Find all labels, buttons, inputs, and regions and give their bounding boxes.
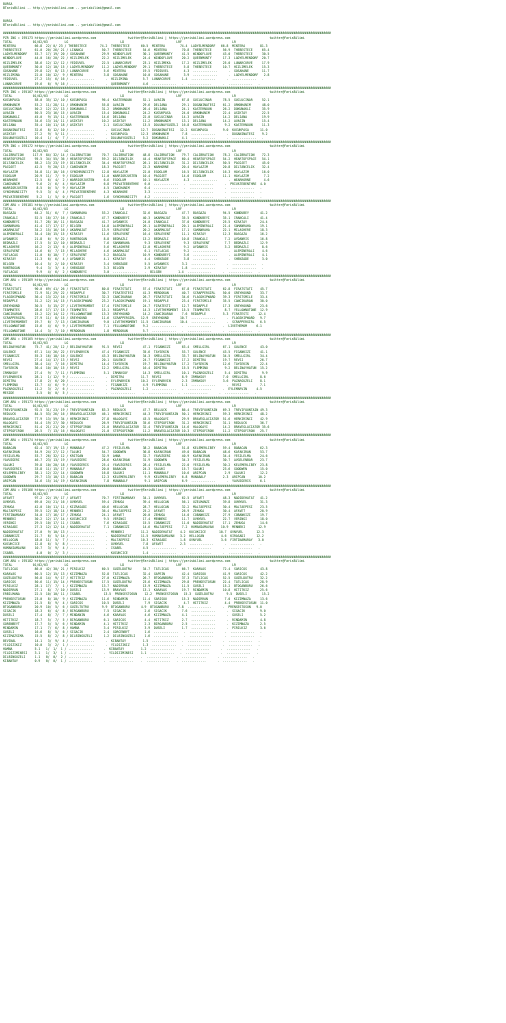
document-line: KIRASADI 27.3 12/ 12/ 14 / NADIDEHATAT 7.1 COBANKIZI 14.6 MALTAEPESI 7.2 HUMANIAMAVAN 10.9 MENNEKI 12.9: [3, 525, 266, 530]
document-line: BILGEN 10.4 5/ 2/ 10 / KIRATAY 3.4 SHENZADE 5.5 AYDANRIS 3.2 ............. . ............. .: [3, 261, 264, 266]
document-line: OVNYUEL 69.0 24/ 21/ 16 / OVNYUEL 59.4 ZEHUGA 39.4 HELLOCAN 56.1 UZELMANZI 39.8 OVNYUEL 31.3: [3, 500, 268, 505]
document-line: WEARHORE 12.5 6/ 4/ 2 / WARRIORJUSTEN 6.6 EGOGLUM 10.1 HAYLAZIM 4.3 ............. . WEARHORNE 4.6: [3, 177, 270, 182]
document-line: ASIKTAY 27.2 9/ 5/ 11 / ............. . KUCUKPASA 12.3 ORKNHANIM 7.8 ............. . DOGANINATESI 9.2: [3, 131, 268, 136]
document-line: ################################################################################################################################################################################: [3, 274, 331, 279]
document-line: TOTAL 01/02/03 LG LD LRF LR: [3, 404, 236, 408]
document-line: PZR ING = 195167 https://yarisbilimi.wordpress.com twitter@FarisBilimi | https://yarisbilimi.wordpress.com twitter@FarisBilimi: [3, 89, 305, 94]
document-line: LUNARCURVE 19.6 6/ 9/ 16 / ............. . QUEENMONTY 4.6 ............. . ............. . ............. .: [3, 81, 261, 86]
document-line: ################################################################################################################################################################################: [3, 433, 331, 438]
document-line: SIGACIK 18.3 6/ 4/ 8 / BIRGANBORU 7.5 SIGACIK 2.6 SIGACIK 7.6 ............. . SIGACIK 9.0: [3, 609, 266, 614]
document-line: YELLOWNOTONE 14.4 3/ 7/ 10 / MERDOKAN 1.8 MERDOKAN 5.7 ............. . ............. . ............. .: [3, 328, 261, 333]
document-line: PRIVATEBENTHRE 5.2 1/ 5/ 0 / PACOJET 1.6 SYNCHRONICITY 4.2 ............. . ............. . ............. .: [3, 194, 262, 199]
document-line: MESIDE 3.5 0/ 0/ 5 / ............. . ............. . ............. . ............. . ............. .: [3, 391, 257, 396]
document-line: BABACAN 62.4 37/ 19/ 13 / MUNABALF 47.2 YESILELMA 38.2 BABACAN 51.8 KELEMERLIBEY 59.4 BABACAN 62.3: [3, 445, 268, 450]
document-line: IRMAKSOY 27.4 9/ 7/ 11 / FLEMMINO 5.1 IRMAKSOY 14.3 SMELLGIRL 10.1 PAZARGUZELI 5.4 DIMITRA 9.9: [3, 370, 268, 375]
document-line: HITITKIZ 18.7 5/ 7/ 5 / BIRGANBORU 6.1 SARICOS 4.4 HITITKIZ 2.7 ............. . RINDAMIN 4.8: [3, 617, 266, 622]
document-line: ################################################################################################################################################################################: [3, 85, 331, 90]
document-line: FLEMMINO 13.7 4/ 6/ 9 / ............. . FIGANKIZI 4.9 FLEMMINO 1.1 ............. . REVSI 7.1: [3, 383, 266, 388]
document-line: BRAVEGLACIATOR 77.9 13/ 59/ 34 / HERKIRINCI 27.8 HALOGAYI 43.5 HALOGAYI 29.9 BRAVEGLACIATOR 51.6 HERKIRINCI 42.9: [3, 416, 268, 421]
document-line: GREYHOUND 30.5 5/ 15/ 27 / LIVETHEMOMENT 17.4 FIRSTSMILE 24.7 FIRATESTI 12.7 REDAPPLE 17.3 GREYHOUND 23.6: [3, 303, 268, 308]
document-line: TEAMMATES 28.6 17/ 17/ 15 / TEAMMATES 15.1 REDAPPLE 14.3 LIVETHEMOMENT 15.5 TEAMMATES 8.7 YELLOWNOTONE 12.9: [3, 307, 268, 312]
document-line: GUSELI 16.6 8/ 5/ 6 / SIGACIK 2.4 GORCENBYT 1.6 ............. . ............. . ............. .: [3, 630, 262, 635]
document-line: CUM ARA = 195169 http://yarisbilimi.wordpress.com twitter@FarisBilimi | https://yarisbilimi.wordpress.com twitter@FarisBilimi: [3, 278, 305, 283]
document-line: YELLOWNOTONE 15.6 4/ 6/ 9 / LIVETHEMOMENT 7.1 YELLOWNOTONE 9.2 ............. . ............. . LIVETHEMOM 6.1: [3, 324, 262, 329]
document-line: FIRSTSMILE 72.9 51/ 29/ 22 / REDAPPLE 30.7 FIRATESTESI 41.3 MERDOKAN 40.7 SCRAPPERGIRL 50.0 GREYHOUND 33.7: [3, 290, 268, 295]
document-line: ################################################################################################################################################################################: [3, 483, 331, 488]
document-line: MILASHERE 16.2 2/ 13/ 6 / ALEMINERALI 5.6 MILASHERE 12.0 MILASHERE 9.2 AYDANRIS 3.2 BEDRAZLI 8.6: [3, 244, 268, 249]
document-line: GUCLUCINAR 50.2 12/ 22/ 13 / DOKUNAKLI 31.2 ORKNHANIM 26.4 DELIANA 24.1 KASTERNOUN 26.2 DOKUNAKLI 35.9: [3, 106, 270, 111]
document-line: SMELLGIRL 38.4 14/ 7/ 16 / DIMITRA 14.4 TAYSEKIN 19.7 BELINAYHATUN 17.2 TAYSEKIN 12.6 TAYSEKIN 22.4: [3, 362, 268, 367]
document-line: SERLEVENT 14.6 6/ 7/ 15 / MILASHERE 4.6 AKARMAJAT 6.1 YATLACAG 9.2 ............. . ALEMINERALI 4.6: [3, 249, 268, 254]
document-line: MINDAMIN 17.1 7/ 6/ 8 / HAMNA 3.4 PIRILKIZ 3.9 DUSELI 1.7 ............. . PIRILKIZ 3.6: [3, 625, 266, 630]
document-line: EGOGLUM 20.9 11/ 7/ 9 / EGOGLUM 11.0 WARRIORJUSTEN 10.4 PACOJET 14.0 EGOGLUM 11.1 HAYLAZIM 7.2: [3, 173, 270, 178]
document-line: ARIPCAN 34.6 15/ 14/ 19 / KAFAKIRAN 7.8 MUNABALF 9.1 ARIPCAN 6.9 ............. . YAVUZGERIS 6.1: [3, 479, 266, 484]
document-line: MINTERA 66.8 22/ 0/ 23 / THEBESTECE 74.2 THEBESTECE 60.5 MINTERA 74.4 LADYELMENDORF 66.8 MINTERA 81.3: [3, 43, 268, 48]
document-line: MALTAEPESI 39.5 12/ 18/ 14 / MENNEKI 36.4 MALTAEPESI 25.2 AFAVET 26.9 ZEHUGA 30.4 AFAVET 20.9: [3, 508, 268, 513]
document-line: ALEMINERALI 34.4 10/ 15/ 15 / KIRATAY 11.6 SERLEVENT 16.4 SERLEVENT 11.1 KIRATAY 12.3 BASGAZA 16.2: [3, 232, 268, 237]
document-line: IRANCALI 52.5 18/ 27/ 16 / IRANCALI 47.7 KONDUBEYI 40.3 AKARMAJAT 35.5 KONDUBEYI 35.1 IRANCALI 41.4: [3, 215, 268, 220]
document-line: AVASIN 50.5 23/ 16/ 15 / AVASIN 15.4 DOKUNAKLI 24.2 KUCUKPASA 24.0 ORKNHANIM 22.4 ASIKTAY 22.5: [3, 110, 270, 115]
document-line: PZR ING = 195173 https://yarisbilimi.wordpress.com twitter@FarisBilimi | https://yarisbilimi.wordpress.com twitter@FarisBilimi: [3, 35, 305, 40]
document-line: PZR ING = 195172 https://yarisbilimi.wordpress.com twitter@FarisBilimi | https://yarisbilimi.wordpress.com twitter@FarisBilimi: [3, 144, 305, 149]
document-line: RUNTBOGAN 9.4 3/ 3/ 4 / SHENZADE 3.3 BILGEN 2.9 KIRATAY 1.8 ............. . ............. .: [3, 265, 264, 270]
document-line: WINDOFLOVE 44.0 16/ 20/ 22 / HIZLIMELEK 22.2 HIZLIMELEK 24.4 WINDOFLOVE 20.2 QUEENMONTY 17.3 LADYELMENDORF 20.7: [3, 56, 270, 61]
document-line: DOGANINATESI 32.6 8/ 12/ 10 / ............. . GUCLUCINAR 12.7 DOGANINATESI 12.2 KUCUKPASA 9.0 KUCUKPASA 11.0: [3, 127, 268, 132]
document-line: NADIRRAN 27.1 8/ 7/ 10 / DUSELI 13.9 BRAVVAS 13.1 KARAVAS 19.7 RINDAMIN 10.8 HITITKIZ 25.6: [3, 588, 268, 593]
document-line: PIRILKIZ 28.1 17/ 7/ 1 / KIZIMNAZA 13.7 NADIRRAN 13.9 KIZIMNAZA 11.5 GUSELI 15.2 BTOGANBORU 26.6: [3, 584, 268, 589]
document-line: THEBESTECE 61.0 20/ 26/ 21 / LINANCA 50.7 THEBESTECE 54.6 MINTERA 70.8 THEBESTECE 56.9 THEBESTECE 65.4: [3, 48, 270, 53]
document-line: TOTAL 01/02/03 LG LD LRF LR: [3, 282, 236, 287]
document-line: PRENSESTOSUN 23.0 8/ 10/ 9 / KIZIMNAZA 11.6 RINDAMIN 11.4 SARISOU 15.3 NADIRRAN 7.0 KIZIMNAZA 13.6: [3, 596, 268, 601]
document-line: DOKUNAKLI 45.0 9/ 15/ 11 / KASTERNOUN 14.6 DELIANA 22.0 GUCLUCINAR 14.3 AVASIN 14.2 DELIANA 19.9: [3, 115, 270, 120]
document-line: TOTAL 01/02/03 LG LD LRF LR: [3, 491, 236, 496]
document-line: BEDRAZLI 17.5 5/ 12/ 10 / BEDRAZLI 7.6 SAMANRAHA 9.3 SERLEVENT 9.3 SERLEVENT 7.7 BEDRAZLI 12.9: [3, 240, 268, 245]
document-line: BEVINAL 14.1 3/ 9/ 4 / ............. . KIBANTAY 1.5 ............. . ............. . ............. .: [3, 638, 261, 643]
document-line: KIBANTAY 0.9 0/ 0/ 1 / ............. . ............. . ............. . ............. . ............. .: [3, 659, 255, 664]
document-line: NADIDEHATAT 27.0 9/ 10/ 13 / ............. . MENNEKI 11.2 NADIDEHATAT 4.2 KUCUKCICE 10.7 OVNYUEL 12.3: [3, 529, 264, 534]
document-line: ERBILMANA 22.5 10/ 10/ 11 / ISABEL 13.5 PRENSESTOSUN 12.2 PRENSESTOSUN 15.3 GUZELDUTRU 9.5 DUSELI 15.2: [3, 592, 270, 597]
document-line: GOODWEN 29.7 13/ 10/ 13 / BABACAN 12.3 KELEMERLIBEY 9.9 KELEMERLIBEY 6.8 MUNABALF 2.3 ARIPCAN 10.2: [3, 475, 266, 480]
document-line: KONDUBEYI 51.7 28/ 16/ 11 / BASGAZA 41.7 AYDANRIS 24.0 IRANCALI 37.0 KONDUBEYI 25.5 KIRATAY 24.4: [3, 219, 268, 224]
document-line: HIZLIMINA 22.0 10/ 12/ 9 / MINTERA 3.8 GOSAHANE 10.0 GOSAHANE 3.9 ............. . LADYELMENDORF 2.8: [3, 73, 270, 78]
document-line: GULENCE 67.1 14/ 26/ 22 / EYLEMARVIN 47.4 FIGANKIZI 35.6 TAYSEKIN 53.7 GULENCE 43.5 FIGANKIZI 41.1: [3, 349, 268, 354]
document-line: SAMANRAHA 41.4 17/ 17/ 17 / BILGEN 14.8 ALEMINERALI 26.1 ALEMINERALI 20.1 ALEMINERALI 21.4 SAMANRAHA 19.1: [3, 223, 268, 228]
document-line: ################################################################################################################################################################################: [3, 31, 331, 36]
document-line: TREVIFOUNTAIN 92.5 31/ 23/ 19 / TREVIFOUNTAIN 83.3 REDLUCK 47.7 BELLUCK 86.4 TREVIFOUNTAIN 69.3 TREVIFOUNTAIN 49.3: [3, 408, 268, 413]
document-line: DIMITRA 17.8 2/ 6/ 20 / ............. . EYLEMARVIN 10.2 EYLEMARVIN 2.3 IRMAKSOY 3.6 PAZARGUZELI 8.1: [3, 378, 266, 383]
document-line: CUM ARA = 195166 https://yarisbilimi.wordpress.com twitter@FarisBilimi | https://yarisbilimi.wordpress.com twitter@FarisBilimi: [3, 487, 305, 492]
document-line: BURSA: [3, 2, 13, 6]
document-line: HEARTOFSPACE 95.5 34/ 55/ 36 / HEARTOFSPACE 59.2 DILTANCELIK 44.4 HEARTOFSPACE 60.4 HEARTOFSPACE 54.2 HEARTOFSPACE 54.1: [3, 156, 270, 161]
document-line: CALIBRATION 117.9 84/ 32/ 14 / CALIBRATION 70.7 CALIBRATION 48.8 CALIBRATION 79.7 CALIBRATION 78.2 CALIBRATION 72.3: [3, 152, 270, 157]
document-line: TOTAL 01/02/03 LG LD LRF LR: [3, 341, 236, 346]
document-line: YESILELMA 53.7 26/ 32/ 12 / KRITOAN 32.9 AHNA 32.7 YAVUZGERI 40.9 KAFAKIRAN 34.4 YESILELMA 24.6: [3, 454, 268, 459]
document-line: DOLUNAYGUZELI 10.4 1/ 4/ 7 / ............. . DOLUNAYGUZELI 5.2 DOKUNAKLI 4.1 ............. . ............. .: [3, 136, 264, 140]
document-line: DILTANCELIK 58.2 13/ 23/ 19 / DILTANCELIK 34.4 HEARTOFSPACE 26.1 DILTANCELIK 31.2 DILTANCELIK 50.5 PACOJET 45.0: [3, 161, 270, 166]
document-line: YILDIZIKIZ 10.0 3/ 2/ 1 / ............. . YILDIZIKIZ 1.3 ............. . ............. . ............. .: [3, 642, 261, 647]
document-line: LADYELMENDORF 53.7 17/ 19/ 20 / GOSAHANE 29.9 WINDOFLOVE 30.1 QUEENMONTY 41.5 WINDOFLOVE 43.0 THEBESTECE 30.5: [3, 52, 270, 57]
document-line: FIRATSTATI 90.0 69/ 41/ 26 / FIRATSTATI 80.8 FIRATSTATI 57.4 FIRATSTATI 67.8 FIRATSTATI 62.8 FIRATSTATI 45.7: [3, 286, 268, 291]
document-line: STEPSOFIRON 26.5 7/ 13/ 16 / HALOGAYI 21.0 STEPSOFIRON 11.2 BRAVEGLACIATOR 10.3 STEPSOFIRON 11.2 STEPSOFIRON 25.7: [3, 429, 268, 434]
document-line: HIZLIMELEK 38.6 12/ 12/ 12 / YEDIUVEL 22.5 LUNARCURVE 23.1 HIZLIMEKA 17.2 HIZLIMELEK 25.0 LUNARCURVE 17.9: [3, 60, 270, 65]
document-line: FIRTINAMARAY 34.0 17/ 16/ 17 / ZEHUGA 24.1 AFAVET 20.0 ZEHUGA 14.0 COBANKIZI 27.9 COBANKIZI 19.7: [3, 512, 268, 517]
document-line: BTarisBilimi -- http://yarisbilimi.com -- yarisbilimi@gmail.com: [3, 6, 121, 11]
document-line: TAYSEKIN 36.4 10/ 10/ 15 / REVSI 12.2 SMELLGIRL 16.4 DIMITRA 15.5 FLEMMINO 9.2 BELINAYHATUN 15.2: [3, 366, 268, 371]
document-line: GOSAHANE 29.8 12/ 8/ 13 / LUNARCURVE 5.6 MINTERA 19.5 YEDIUVEL 4.3 ............. . GOSAHANE 11.7: [3, 69, 270, 73]
document-line: CANCIKARAN 15.2 12/ 14/ 12 / YELLOWNOTONE 13.3 GREYHOUND 14.2 CANCIKARAN 7.6 REDAPPLE 5.3 FIRATESTI 12.4: [3, 311, 266, 316]
document-line: ################################################################################################################################################################################: [3, 554, 331, 559]
document-line: ################################################################################################################################################################################: [3, 332, 331, 337]
document-line: CANCHANIM 9.6 2/ 6/ 4 / HAYLAZIM 6.8 PRIVATEBENTHRE 6.0 ............. . ............. . PRIVATEBENTHRE 4.0: [3, 182, 266, 187]
document-line: TOTAL 01/02/03 LG LD LRF LR: [3, 563, 236, 568]
document-line: ################################################################################################################################################################################: [3, 395, 331, 400]
document-line: ################################################################################################################################################################################: [3, 198, 331, 203]
document-line: GUZELDUTRU 56.8 14/ 9/ 17 / HITITKIZ 27.0 KIZIMNAZA 26.7 BTOGANBORU 37.3 TATLICAG 52.5 GUZELDUTRU 32.2: [3, 575, 268, 580]
document-line: BTarisBilimi -- http://yarisbilimi.com -- yarisbilimi@gmail.com: [3, 22, 121, 27]
document-line: KAFAKIRAN 54.9 24/ 27/ 12 / TALUKI 54.7 GOODWEN 36.8 KAFAKIRAN 49.0 BABACAN 48.6 KAFAKIRAN 53.7: [3, 450, 268, 455]
document-line: REDAPPLE 31.2 12/ 14/ 15 / FLAGSHIPWARD 23.2 FLAGSHIPWARD 19.1 REDAPPLE 23.4 FIRSTSMILE 35.5 CANCIKARAN 30.0: [3, 299, 268, 304]
document-line: KARAVAS 60.5 12/ 15/ 13 / KIZIMNAZA 52.8 TATLICAG 32.4 GAPEIN 42.4 SARISOU 41.9 SARICOS 42.2: [3, 571, 268, 576]
document-line: HAYLAZIM 34.8 11/ 10/ 16 / SYNCHRONICITY 12.8 HAYLAZIM 22.0 EGOGLUM 16.5 DILTANCELIK 16.3 HAYLAZIM 16.0: [3, 169, 270, 174]
document-line: YEDIUVEL 27.2 15/ 6/ 16 / ............. . HIZLIMINA 5.7 LUNARCURVE 1.4 ............. . ............. .: [3, 77, 264, 82]
document-line: KIZIMAZSIMA 15.5 8/ 2/ 8 / DILBINGUZELI 1.2 DILBINGUZELI 1.6 ............. . ............. . ............. .: [3, 634, 262, 639]
document-line: DUSELI 17.4 8/ 7/ 7 / MINDANIN 4.6 KARAVAS 4.6 KIZIMNAZA 4.1 ............. . GUSELI 5.2: [3, 613, 266, 618]
document-line: AKARMAJAT 34.2 15/ 16/ 16 / AKARMAJAT 13.9 SERLEVENT 20.2 AKARMAJAT 17.1 SAMANRAHA 22.1 MILASHERE 18.3: [3, 228, 268, 233]
document-line: CUM ARA = 195182 https://yarisbilimi.wordpress.com twitter@FarisBilimi | https://yarisbilimi.wordpress.com twitter@FarisBilimi: [3, 558, 305, 563]
document-line: LIVETHEMOMENT 19.7 6/ 7/ 13 / CANCIKARAN 9.0 LIVETHEMOMENT 11.5 CANCIKARAN 10.4 ............. . SCRAPPERGIRL 6.5: [3, 320, 266, 325]
document-line: GORENBEYT 17.7 5/ 5/ 6 / RINDAMIN 4.1 HITITKIZ 2.3 BIRGANBORU 2.5 ............. . KIZIMNAZA 2.5: [3, 621, 266, 626]
document-line: HUMANIAMAVAN 10.7 3/ 9/ 4 / ............. . ISABEL 4.5 ............. . ............. . ............. .: [3, 546, 261, 551]
document-line: HALOGAYI 54.4 19/ 27/ 30 / REDLUCK 26.9 TREVIFOUNTAIN 35.6 STEPSOFIRON 31.2 HERKIRINCI 31.1 REDLUCK 36.7: [3, 420, 268, 425]
document-line: TOTAL 01/02/03 LG LD LRF LR: [3, 207, 236, 212]
document-line: HERKIRINCI 51.4 21/ 21/ 20 / STEPSOFIRON 21.0 BRAVEGLACIATOR 32.4 TREVIFOUNTAIN 14.6 HALOGAYI 14.2 BRAVEGLACIATOR 35.6: [3, 424, 270, 429]
document-line: FLAGSHIPWARD 36.4 13/ 22/ 16 / FIRSTSMILE 32.3 CANCIKARAN 26.7 FIRATSTATI 34.6 FLAGSHIPWARD 39.3 FIRSTSMILE 33.4: [3, 295, 268, 300]
document-line: KASTERNOUN 34.6 13/ 14/ 11 / ASIKTAY 10.2 ASIKTAY 11.2 ORKNHANIM 13.1 DELIANA 14.2 AVASIN 15.4: [3, 119, 270, 124]
document-line: CUM ARA = 195181 http://yarisbilimi.wordpress.com twitter@FarisBilimi | https://yarisbilimi.wordpress.com twitter@FarisBilimi: [3, 203, 305, 207]
document-line: EYLEMARVIN 28.1 1/ 12/ 9 / ............. . DIMITRA 11.7 REVSI 8.9 IRMAKSOY 7.0 SMELLGIRL 8.6: [3, 374, 266, 379]
document-line: WARRIORJUSTEN 8.5 0/ 5/ 9 / HAYLAZIM 4.5 CANCHANIM 6.4 ............. . ............. . ............. .: [3, 186, 262, 191]
document-line: BURSA: [3, 18, 13, 23]
document-line: DILBINGUZELI 1.1 0/ 0/ 2 / ............. . ............. . ............. . ............. . ............. .: [3, 655, 255, 660]
document-line: ZEHUGA 42.0 10/ 11/ 11 / KIZRASADI 40.6 HELLOCAN 28.7 HELLOCAN 32.2 MALTAEPESI 30.4 MALTAEPESI 23.5: [3, 504, 268, 509]
document-line: HAMNA 5.1 1/ 1/ 1 / ............. . KIBANTAY 1.2 ............. . ............. . ............. .: [3, 646, 259, 651]
document-line: AFAVET 97.2 22/ 19/ 17 / AFAVET 70.7 FIRTINAMARAY 34.1 OVNYUEL 62.5 AFAVET 48.3 NADIDEHATAT 41.2: [3, 496, 268, 501]
document-line: BASGAZA 64.2 51/ 6/ 7 / SAMANRAHA 53.2 IRANCALI 32.6 BASGAZA 47.7 BASGAZA 94.5 KONDUBEY 41.2: [3, 211, 268, 216]
document-line: AYDANRIS 21.8 6/ 9/ 22 / RUNTBOGAN 8.8 BEDRAZLI 13.2 BEDRAZLI 10.8 IRANCALI 7.2 AYDANRIS 16.8: [3, 236, 268, 241]
document-line: KIRATAY 11.3 6/ 6/ 4 / AYDANRIS 4.1 KIRATAY 4.4 SHENZADE 3.8 ............. . SHENZADE 3.0: [3, 257, 268, 262]
document-line: SALUKI 39.8 10/ 20/ 18 / YAVUZGERIS 25.4 YAVUZGERIS 28.4 YESILELMA 22.0 YESILELMA 30.2 KELEMERLIBEY 23.8: [3, 462, 268, 467]
document-line: YATLACAG 11.0 6/ 10/ 7 / SERLEVENT 5.2 BASGAZA 10.9 KONDUBEYI 3.6 ............. . ALEMINERALI 4.1: [3, 253, 268, 258]
document-line: TOTAL 01/02/03 LG LD LRF LR: [3, 148, 236, 153]
document-line: YAVUZGERIS 33.8 11/ 15/ 17 / MUNABALF 20.0 BABACAN 24.3 SALUKI 15.7 SALUKI 23.6 GOODWEN 15.0: [3, 466, 268, 471]
document-line: REVSI 27.4 14/ 17/ 13 / REVSI 20.1 GULENCE 24.7 FIGANKIZI 17.2 DIMITRA 19.7 REVSI 26.7: [3, 357, 268, 362]
document-line: ################################################################################################################################################################################: [3, 140, 331, 145]
document-line: TOTAL 01/02/03 LG LD LRF LR: [3, 39, 236, 44]
document-line: YAVUZGERI 46.7 23/ 13/ 19 / YAVUZGERI 28.6 KAFAKIRAN 31.9 GOODWEN 34.3 YESILELMA 30.7 AVGELENBAR 23.7: [3, 458, 268, 463]
document-line: SARICOS 50.6 11/ 15/ 14 / PRENSESTOSUN 17.5 GUZELDUTRU 23.6 KIZIMNAZA 29.8 PRENSESTOSUN 22.4 TATLICAG 28.9: [3, 579, 268, 584]
document-line: QUEENMONTY 30.0 12/ 10/ 15 / LADYELMENDORF 11.2 LADYELMENDORF 29.1 THEBESTECE 5.8 THEBESTECE 10.7 HIZLIMELEK 15.3: [3, 64, 270, 69]
document-line: SCRAPPERGIRL 27.9 11/ 8/ 15 / GREYHOUND 11.6 SCRAPPERGIRL 12.9 GREYHOUND 10.7 ............. . FLAGSHIPWARD 9.7: [3, 316, 266, 321]
document-line: CUM ARA = 195165 https://yarisbilimi.wordpress.com twitter@FarisBilimi | https://yarisbilimi.wordpress.com twitter@FarisBilimi: [3, 337, 305, 341]
document-line: BTOGANBORU 20.9 10/ 5/ 6 / GUZELTUTRU 9.9 BTOGANBORU 4.9 BTOGANBORU 7.8 ............. . PRENSESTOSUN 9.0: [3, 605, 262, 609]
document-line: TOTAL 01/02/03 LG LD LRF LR: [3, 94, 236, 99]
document-line: ORKNHANIM 53.2 11/ 28/ 11 / ORKNHANIM 55.8 AVASIN 29.6 DELIANA 29.1 DOGANINATESI 61.2 ORKNHANIM 48.0: [3, 102, 270, 107]
document-line: PAZARGUZELI 11.2 3/ 2/ 6 / ............. . PAZARGUZELI 1.2 ............. . ............. . EYLEMARVIN 4.5: [3, 387, 262, 392]
document-line: FIGANKIZI 55.3 16/ 18/ 16 / GULENCE 43.3 BELINAYHATUN 34.3 SMELLGIRL 33.7 BELINAYHATUN 34.5 SMELLGIRL 34.4: [3, 353, 268, 358]
document-line: KUCUKPASA 58.0 35/ 12/ 10 / KUCUKPASA 96.4 KASTERNOUN 52.1 AVASIN 67.8 GUCLUCINAR 78.5 GUCLUCINAR 52.1: [3, 98, 270, 103]
document-line: COBANKIZI 21.7 6/ 5/ 14 / ............. . NADIDEHATAT 11.5 HUMANIAMAVAN 3.2 HELLOCAN 4.6 KIRASADI 12.2: [3, 533, 264, 538]
document-line: YILDIZIMINESI 3.1 1/ 3/ 1 / ............. . YILDIZIMINESI 1.1 ............. . ............. . ............. .: [3, 651, 259, 656]
document-line: KIZIMNAZA 21.5 8/ 9/ 4 / SARICOS 10.5 DUSELI 7.9 SIGACIK 4.7 HITITKIZ 4.4 PRENSESTOSUN 11.0: [3, 600, 268, 605]
document-line: VERINGI 29.5 10/ 17/ 11 / ISABEL 7.6 KIRASADI 15.5 COBANKIZI 11.0 NADIDEHATAT 17.1 ZEHUGA 14.6: [3, 521, 268, 526]
document-line: HELLOCAN 18.0 11/ 5/ 7 / ............. . MALTAEPESI 10.3 KIRASADI 1.8 OVNYUEL 3.6 FIRTINAMARAY 3.0: [3, 538, 264, 542]
document-line: DELIANA 35.4 10/ 11/ 18 / ASIKTAY 2.1 GUCLUCINAR 13.5 DOLUNAYGUZELI 16.8 KASTERNOUN 9.2 KASTERNOUN 11.3: [3, 123, 270, 128]
document-line: SYNCHRONICITY 9.5 3/ 4/ 4 / PRIVATEBENTHRE 4.3 WEARHORE 3.3 ............. . ............. . ............. .: [3, 190, 262, 195]
document-line: TOTAL 01/02/03 LG LD LRF LR: [3, 441, 236, 446]
document-line: REDLUCK 84.5 53/ 26/ 16 / BRAVEGLACIATOR 46.1 HERKIRINCI 44.3 TREVIFOUNTAIN 50.1 HERKIRINCI 59.3 HERKIRINCI 48.2: [3, 412, 268, 417]
document-line: MENNEKI 30.2 12/ 17/ 14 / KUCUKCICE 9.5 VERINGI 17.4 MENNEKI 11.7 OVNYUEL 22.7 VERINGI 18.0: [3, 517, 268, 522]
document-line: PACOJET 42.5 9/ 20/ 13 / CANCHANIM 18.3 PACOJET 22.3 WARHORNE 20.4 HAYLAZIM 20.8 DILTANCELIK 32.4: [3, 165, 270, 170]
document-line: CUM ARA = 195173 https://yarisbilimi.wordpress.com twitter@FarisBilimi | https://yarisbilimi.wordpress.com twitter@FarisBilimi: [3, 399, 305, 404]
document-line: KELEMERLIBEY 38.1 12/ 22/ 14 / GOODWEN 16.8 SALUKI 11.1 MUNABALF 10.6 ARIPCAN 2.9 SALUKI 12.2: [3, 471, 268, 475]
document-line: KUCUKCICE 12.8 6/ 5/ 8 / ............. . OVNYUEL 7.8 AFAVET 2.3 ............. . ............. .: [3, 542, 262, 547]
document-line: BELINAYHATUN 75.7 41/ 20/ 12 / BELINAYHATUN 91.5 REVSI 47.1 FIGANKIZI 63.4 SMELLGIRL 67.1 GULENCE 43.0: [3, 345, 268, 350]
document-line: CUM ARA = 195174 https://yarisbilimi.wordpress.com twitter@FarisBilimi | https://yarisbilimi.wordpress.com twitter@FarisBilimi: [3, 437, 305, 442]
document-line: YATLACAG 9.9 4/ 6/ 2 / KONDUBEYI 3.0 ............. . BILGEN 1.4 ............. . ............. .: [3, 270, 261, 274]
document-line: ISABEL 4.0 0/ 2/ 3 / ............. . KUCUKCICE 1.4 ............. . ............. . ............. .: [3, 550, 261, 555]
document-line: TATLICAG 86.0 42/ 30/ 21 / PIRILKIZ 60.5 GUZELDUTRU 34.7 TATLICAG 66.7 KARAVAS 72.4 SARICOS 43.8: [3, 567, 268, 572]
